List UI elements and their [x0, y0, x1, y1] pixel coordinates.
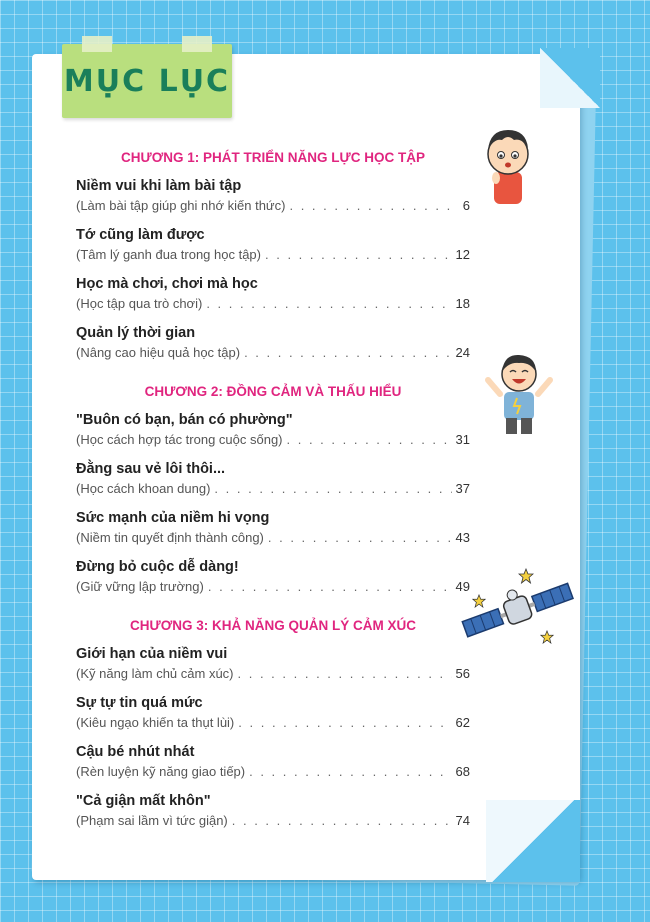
entry-page: 6 [462, 198, 470, 213]
chapter-heading: CHƯƠNG 1: PHÁT TRIỂN NĂNG LỰC HỌC TẬP [121, 150, 425, 165]
dot-leader [238, 666, 452, 681]
entry-title: Học mà chơi, chơi mà học [76, 276, 258, 292]
entry-title: Đằng sau vẻ lôi thôi... [76, 461, 226, 477]
star-icon [472, 594, 486, 608]
entry-subtitle: (Giữ vững lập trường) [76, 579, 204, 594]
entry-subtitle: (Rèn luyện kỹ năng giao tiếp) [76, 764, 246, 779]
entry-subtitle: (Phạm sai lầm vì tức giận) [76, 813, 228, 828]
entry-subtitle: (Niềm tin quyết định thành công) [76, 530, 264, 545]
toc-entry[interactable] [76, 178, 470, 218]
entry-page: 56 [455, 666, 470, 681]
boy-worried-illustration [478, 122, 538, 208]
entry-subtitle: (Nâng cao hiệu quả học tập) [76, 345, 241, 360]
entry-title: Đừng bỏ cuộc dễ dàng! [76, 559, 239, 575]
chapter-1 [76, 150, 470, 365]
entry-title: Niềm vui khi làm bài tập [76, 178, 242, 194]
entry-page: 49 [455, 579, 470, 594]
chapter-2 [76, 384, 470, 599]
boy-laughing-illustration [484, 350, 554, 440]
entry-page: 43 [455, 530, 470, 545]
entry-title: Cậu bé nhút nhát [76, 744, 195, 760]
table-of-contents [76, 150, 470, 842]
entry-subtitle: (Làm bài tập giúp ghi nhớ kiến thức) [76, 198, 286, 213]
toc-entry[interactable] [76, 227, 470, 267]
entry-page: 62 [455, 715, 470, 730]
dot-leader [265, 247, 452, 262]
entry-title: "Cả giận mất khôn" [76, 793, 211, 809]
toc-entry[interactable] [76, 412, 470, 452]
dot-leader [249, 764, 451, 779]
entry-subtitle: (Học cách hợp tác trong cuộc sống) [76, 432, 283, 447]
dot-leader [214, 481, 451, 496]
entry-title: Tớ cũng làm được [76, 227, 205, 243]
entry-subtitle: (Kiêu ngạo khiến ta thụt lùi) [76, 715, 235, 730]
entry-title: Quản lý thời gian [76, 325, 196, 341]
entry-title: Giới hạn của niềm vui [76, 646, 228, 662]
toc-entry[interactable] [76, 510, 470, 550]
entry-page: 74 [455, 813, 470, 828]
entry-subtitle: (Học cách khoan dung) [76, 481, 211, 496]
toc-entry[interactable] [76, 461, 470, 501]
toc-entry[interactable] [76, 695, 470, 735]
dot-leader [244, 345, 451, 360]
tape-right [182, 36, 212, 52]
dot-leader [232, 813, 452, 828]
entry-title: "Buôn có bạn, bán có phường" [76, 412, 293, 428]
tape-left [82, 36, 112, 52]
toc-entry[interactable] [76, 744, 470, 784]
entry-subtitle: (Kỹ năng làm chủ cảm xúc) [76, 666, 234, 681]
star-icon [540, 630, 554, 644]
dot-leader [238, 715, 451, 730]
dot-leader [287, 432, 452, 447]
chapter-3 [76, 618, 470, 833]
entry-page: 12 [455, 247, 470, 262]
dot-leader [206, 296, 451, 311]
toc-entry[interactable] [76, 559, 470, 599]
page-curl-top [540, 48, 600, 108]
entry-title: Sự tự tin quá mức [76, 695, 203, 711]
chapter-heading: CHƯƠNG 3: KHẢ NĂNG QUẢN LÝ CẢM XÚC [130, 618, 416, 633]
entry-page: 18 [455, 296, 470, 311]
title-box [62, 44, 232, 118]
dot-leader [268, 530, 452, 545]
entry-page: 37 [455, 481, 470, 496]
dot-leader [208, 579, 452, 594]
dot-leader [289, 198, 458, 213]
entry-subtitle: (Tâm lý ganh đua trong học tập) [76, 247, 261, 262]
toc-entry[interactable] [76, 793, 470, 833]
page-title: MỤC LỤC [63, 63, 231, 99]
chapter-heading: CHƯƠNG 2: ĐỒNG CẢM VÀ THẤU HIỂU [144, 384, 402, 399]
entry-page: 24 [455, 345, 470, 360]
toc-entry[interactable] [76, 325, 470, 365]
entry-page: 31 [455, 432, 470, 447]
entry-subtitle: (Học tập qua trò chơi) [76, 296, 203, 311]
toc-entry[interactable] [76, 276, 470, 316]
page-curl-bottom [486, 800, 580, 882]
toc-entry[interactable] [76, 646, 470, 686]
star-icon [518, 568, 534, 584]
entry-page: 68 [455, 764, 470, 779]
entry-title: Sức mạnh của niềm hi vọng [76, 510, 270, 526]
